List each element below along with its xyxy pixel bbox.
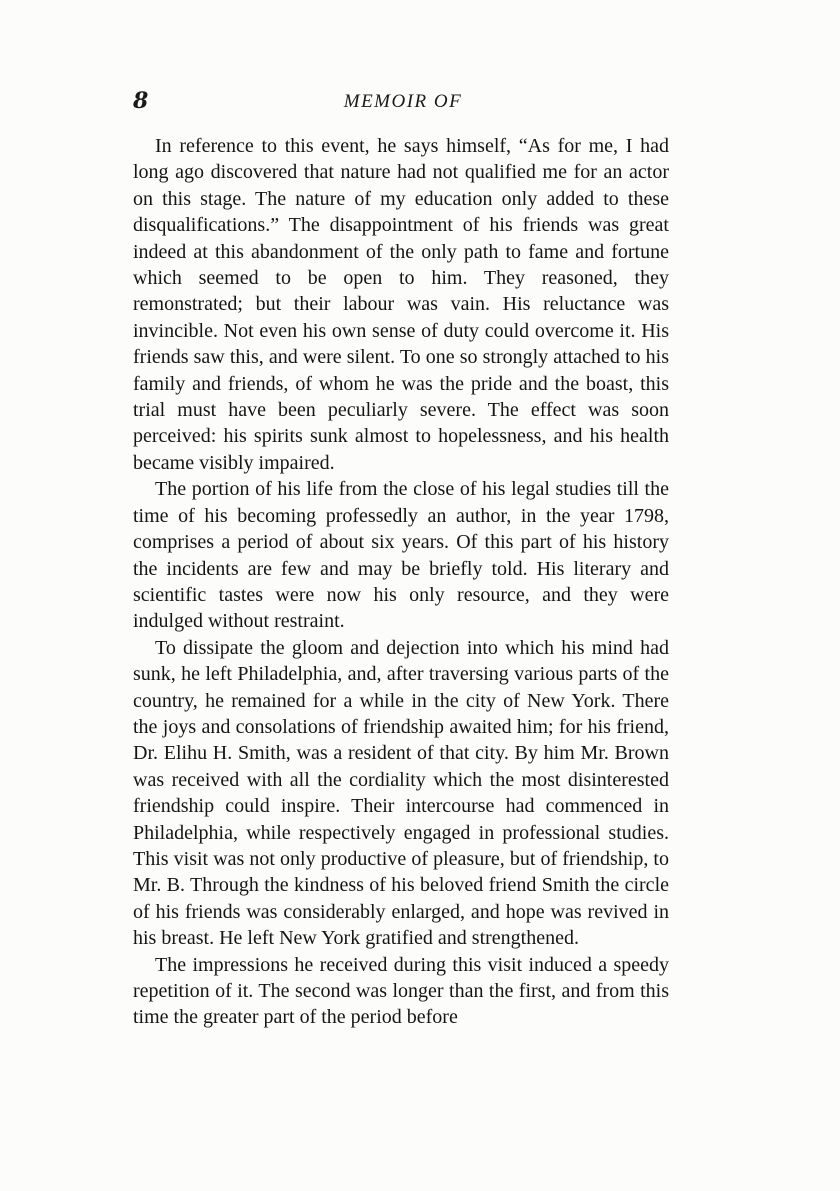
paragraph: The impressions he received during this visit induced a speedy repetition of it. The second was longer than the first, and from this time the greater part of the period before [133, 953, 669, 1029]
paragraph: To dissipate the gloom and dejection into which his mind had sunk, he left Philadelphia, and, after traversing various parts of the country, he remained for a while in the city of New York. There the joys and consolations of friendship awaited him; for his friend, Dr. Elihu H. Smith, was a resident of that city. By him Mr. Brown was received with all the cordiality which the most disinterested friendship could inspire. Their intercourse had commenced in Philadelphia, while respectively engaged in professional studies. This visit was not only productive of pleasure, but of friendship, to Mr. B. Through the kindness of his beloved friend Smith the circle of his friends was considerably enlarged, and hope was revived in his breast. He left New York gratified and strengthened. [133, 636, 669, 950]
page-header [133, 88, 673, 118]
paragraph: In reference to this event, he says himself, “As for me, I had long ago discovered that nature had not qualified me for an actor on this stage. The nature of my education only added to these disqualifications.” The disappointment of his friends was great indeed at this abandonment of the only path to fame and fortune which seemed to be open to him. They reasoned, they remonstrated; but their labour was vain. His reluctance was invincible. Not even his own sense of duty could overcome it. His friends saw this, and were silent. To one so strongly attached to his family and friends, of whom he was the pride and the boast, this trial must have been peculiarly severe. The effect was soon perceived: his spirits sunk almost to hopelessness, and his health became visibly impaired. [133, 135, 669, 474]
running-title: MEMOIR OF [343, 91, 463, 112]
paragraph: The portion of his life from the close of his legal studies till the time of his becoming professedly an author, in the year 1798, comprises a period of about six years. Of this part of his history the incidents are few and may be briefly told. His literary and scientific tastes were now his only resource, and they were indulged without restraint. [133, 478, 669, 633]
page-number: 8 [133, 88, 149, 114]
body-text [133, 133, 669, 1031]
